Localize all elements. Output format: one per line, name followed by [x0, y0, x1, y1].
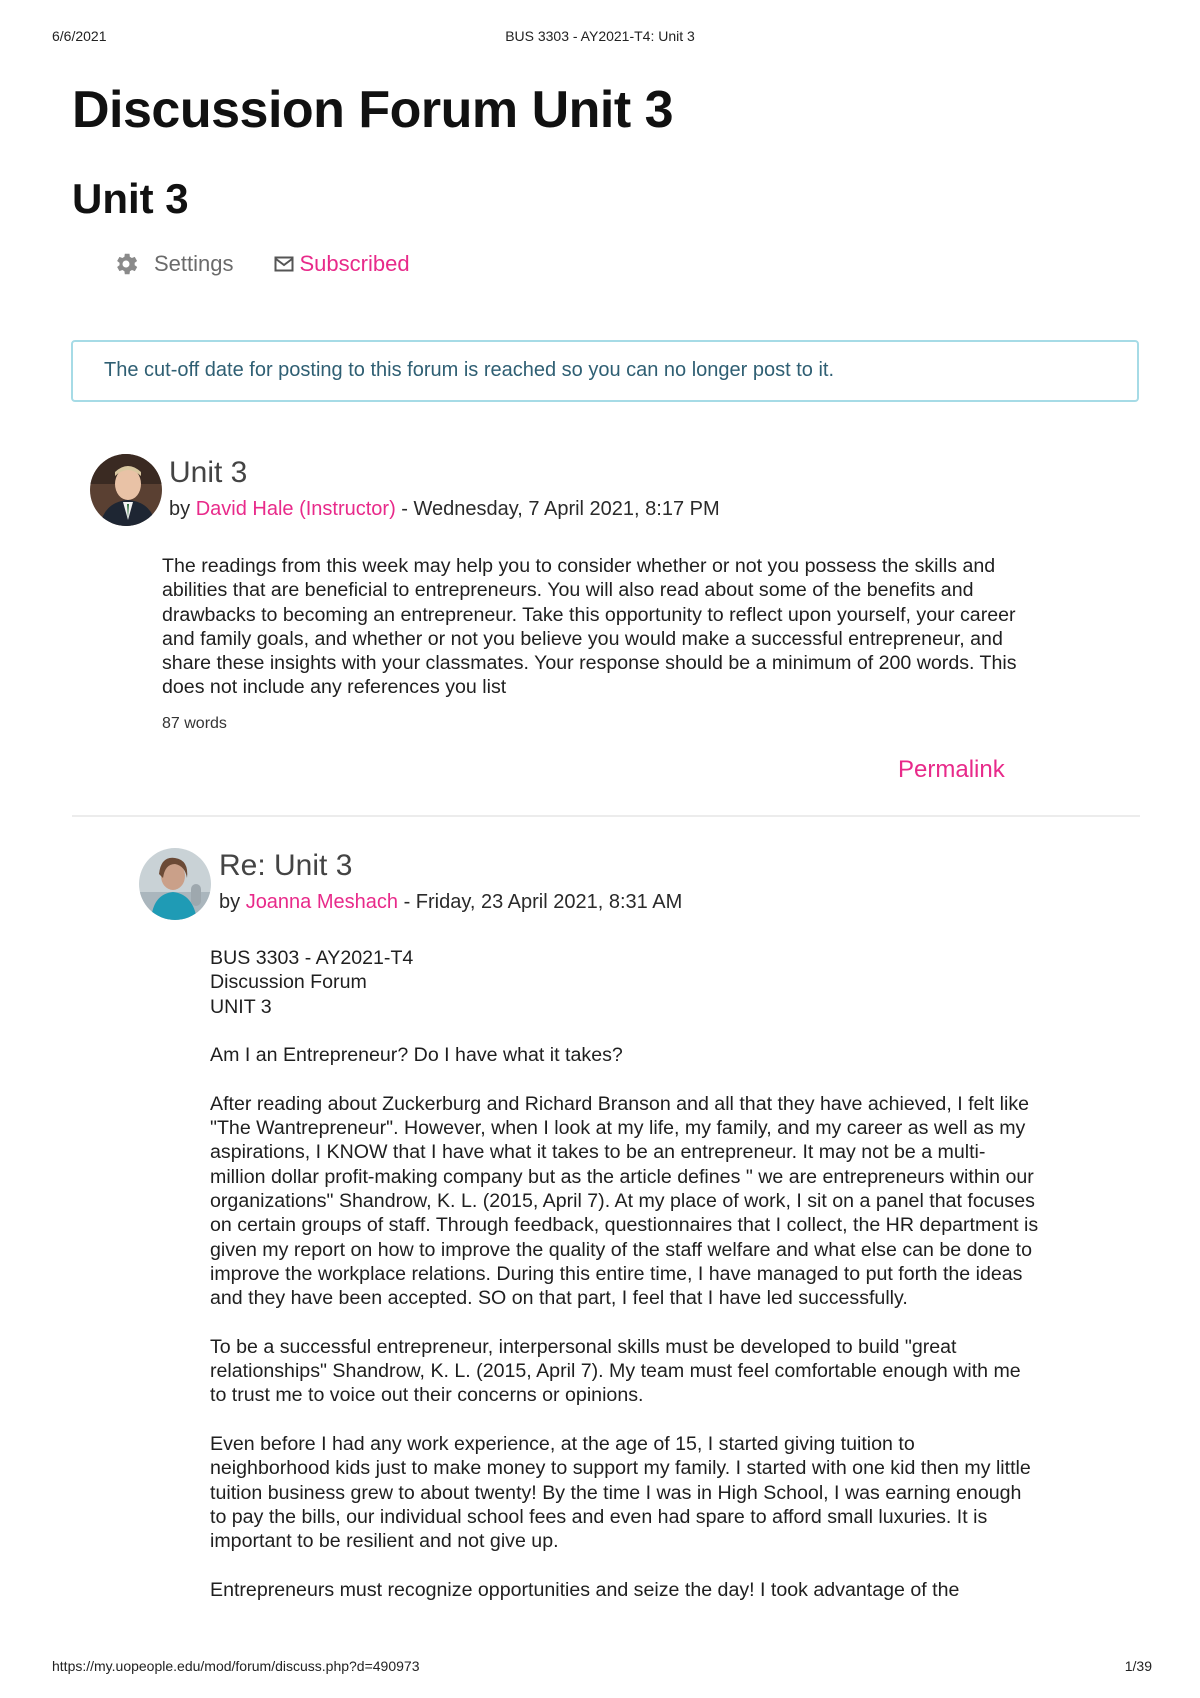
post-author-link[interactable]: David Hale (Instructor): [195, 498, 396, 520]
reply-paragraph: Entrepreneurs must recognize opportunities and seize the day! I took advantage of the: [210, 1578, 960, 1601]
reply-author-link[interactable]: Joanna Meshach: [245, 891, 399, 913]
reply-title: Re: Unit 3: [219, 849, 353, 882]
byline-by: by: [169, 498, 196, 520]
byline-by: by: [219, 891, 246, 913]
person-icon: [90, 454, 162, 526]
gear-icon: [112, 250, 140, 278]
settings-label: Settings: [154, 251, 234, 276]
reply-heading: [210, 946, 1040, 1019]
print-header: [0, 28, 1200, 48]
instructor-avatar[interactable]: [90, 454, 162, 526]
reply-paragraph: To be a successful entrepreneur, interpersonal skills must be developed to build "great relationships" Shandrow, K. L. (2015, April 7). My team must feel comfortable enough with me to trust me to voice out their concerns or opinions.: [210, 1335, 1021, 1407]
reply-heading-line: Discussion Forum: [210, 971, 367, 994]
subscribed-label: Subscribed: [299, 251, 410, 276]
person-icon: [139, 848, 211, 920]
post-byline: [169, 498, 720, 521]
post-divider: [72, 815, 1140, 817]
print-url: https://my.uopeople.edu/mod/forum/discuss.php?d=490973: [52, 1658, 420, 1674]
cutoff-notice: The cut-off date for posting to this forum is reached so you can no longer post to it.: [71, 340, 1139, 402]
forum-title: Discussion Forum Unit 3: [72, 81, 674, 139]
reply-paragraph: Am I an Entrepreneur? Do I have what it takes?: [210, 1044, 623, 1067]
discussion-actions: [112, 248, 410, 280]
print-page-title: BUS 3303 - AY2021-T4: Unit 3: [505, 28, 695, 44]
print-date: 6/6/2021: [52, 28, 107, 44]
discussion-title: Unit 3: [72, 175, 189, 222]
reply-body: [210, 946, 1040, 1602]
post-date: - Wednesday, 7 April 2021, 8:17 PM: [395, 498, 720, 520]
subscribed-toggle[interactable]: [274, 251, 410, 277]
mail-icon: [274, 256, 294, 272]
word-count: 87 words: [162, 715, 227, 732]
reply-author-avatar[interactable]: [139, 848, 211, 920]
reply-heading-line: UNIT 3: [210, 995, 272, 1018]
print-page-number: 1/39: [1124, 1658, 1152, 1674]
post-title: Unit 3: [169, 456, 248, 489]
post-body: The readings from this week may help you to consider whether or not you possess the skills and abilities that are beneficial to entrepreneurs. You will also read about some of the benefits and drawbacks to becoming an entrepreneur. Take this opportunity to reflect upon yourself, your career and family goals, and whether or not you believe you would make a successful entrepreneur, and share these insights with your classmates. Your response should be a minimum of 200 words. This does not include any references you list: [162, 555, 1017, 699]
settings-button[interactable]: [112, 250, 234, 278]
reply-date: - Friday, 23 April 2021, 8:31 AM: [398, 891, 683, 913]
print-footer: [0, 1658, 1200, 1678]
reply-paragraph: After reading about Zuckerburg and Richard Branson and all that they have achieved, I felt like "The Wantrepreneur". However, when I look at my life, my family, and my career as well as my aspirations, I KNOW that I have what it takes to be an entrepreneur. It may not be a multi-million dollar profit-making company but as the article defines " we are entrepreneurs within our organizations" Shandrow, K. L. (2015, April 7). At my place of work, I sit on a panel that focuses on certain groups of staff. Through feedback, questionnaires that I collect, the HR department is given my report on how to improve the quality of the staff welfare and what else can be done to improve the workplace relations. During this entire time, I have managed to put forth the ideas and they have been accepted. SO on that part, I feel that I have led successfully.: [210, 1092, 1039, 1310]
reply-paragraph: Even before I had any work experience, at the age of 15, I started giving tuition to neighborhood kids just to make money to support my family. I started with one kid then my little tuition business grew to about twenty! By the time I was in High School, I was earning enough to pay the bills, our individual school fees and even had spare to afford small luxuries. It is important to be resilient and not give up.: [210, 1432, 1031, 1553]
permalink-link[interactable]: Permalink: [898, 756, 1005, 783]
reply-byline: [219, 891, 682, 914]
reply-heading-line: BUS 3303 - AY2021-T4: [210, 947, 414, 969]
